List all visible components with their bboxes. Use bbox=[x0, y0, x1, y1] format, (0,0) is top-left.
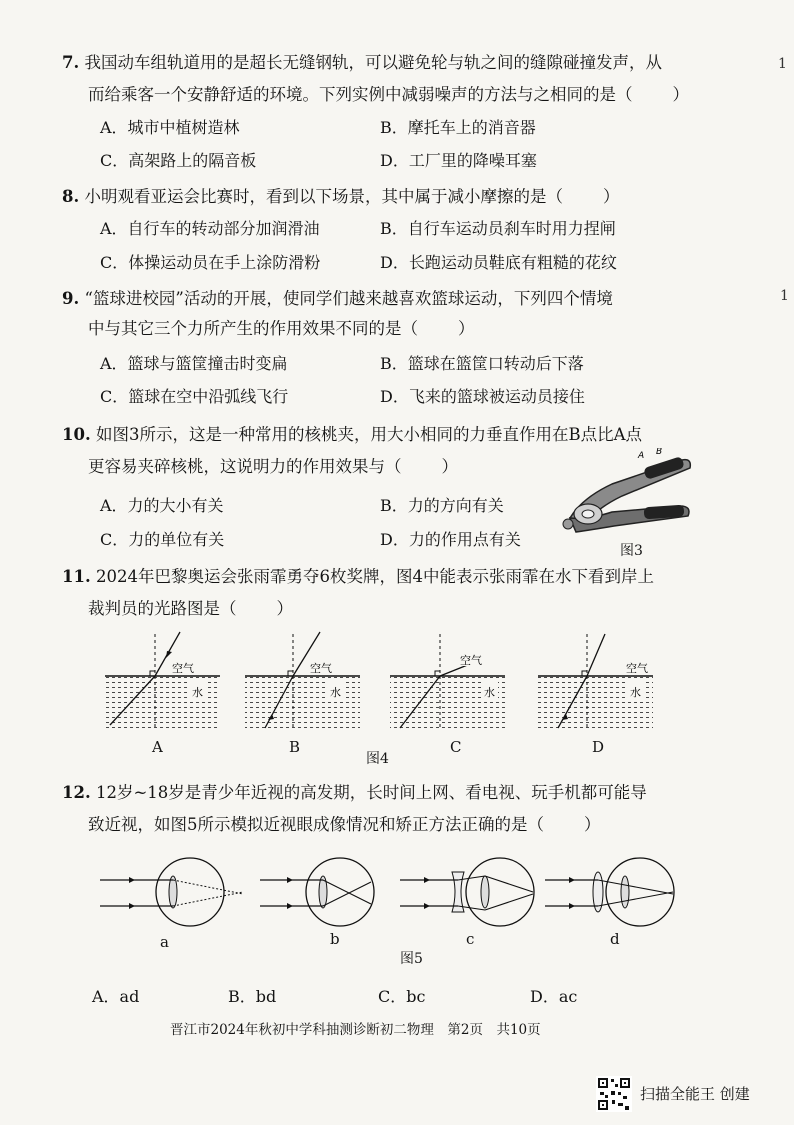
point-b-label: B bbox=[656, 448, 663, 457]
option-c: C．力的单位有关 bbox=[100, 530, 225, 549]
question-10-line2 bbox=[88, 452, 458, 482]
question-11-line2 bbox=[88, 594, 293, 624]
question-text: 2024年巴黎奥运会张雨霏勇夺6枚奖牌，图4中能表示张雨霏在水下看到岸上 bbox=[95, 567, 654, 586]
water-label: 水 bbox=[630, 686, 641, 699]
scanner-brand: 扫描全能王 创建 bbox=[640, 1085, 750, 1103]
eye-diagram-b bbox=[260, 858, 374, 926]
water-label: 水 bbox=[192, 686, 203, 699]
option-a: A．力的大小有关 bbox=[100, 496, 224, 515]
water-label: 水 bbox=[484, 686, 495, 699]
diagram-panel-a bbox=[105, 632, 220, 732]
question-text: 12岁~18岁是青少年近视的高发期，长时间上网、看电视、玩手机都可能导 bbox=[95, 783, 647, 802]
question-11 bbox=[62, 562, 654, 592]
answer-paren: ） bbox=[441, 457, 458, 476]
option-c: C．高架路上的隔音板 bbox=[100, 151, 257, 170]
option-a: A．ad bbox=[92, 987, 140, 1006]
air-label: 空气 bbox=[172, 662, 194, 675]
nutcracker-figure bbox=[552, 448, 702, 548]
option-c: C．篮球在空中沿弧线飞行 bbox=[100, 387, 289, 406]
page-footer: 晋江市2024年秋初中学科抽测诊断初二物理 第2页 共10页 bbox=[170, 1022, 541, 1038]
air-label: 空气 bbox=[460, 654, 482, 667]
panel-label-c: c bbox=[466, 930, 475, 948]
option-c: C．bc bbox=[378, 987, 426, 1006]
option-d: D．工厂里的降噪耳塞 bbox=[380, 151, 537, 170]
panel-label-d: D bbox=[592, 738, 605, 756]
question-text: 我国动车组轨道用的是超长无缝钢轨，可以避免轮与轨之间的缝隙碰撞发声，从 bbox=[84, 53, 662, 72]
figure-3-label: 图3 bbox=[620, 543, 643, 559]
option-a: A．篮球与篮筐撞击时变扁 bbox=[100, 354, 288, 373]
diagram-panel-c bbox=[390, 634, 505, 732]
panel-label-a: A bbox=[152, 738, 163, 756]
option-d: D．长跑运动员鞋底有粗糙的花纹 bbox=[380, 253, 617, 272]
option-a: A．自行车的转动部分加润滑油 bbox=[100, 219, 320, 238]
option-b: B．摩托车上的消音器 bbox=[380, 118, 536, 137]
question-7-line2 bbox=[88, 80, 689, 110]
answer-paren: ） bbox=[602, 187, 620, 206]
panel-label-b: B bbox=[289, 738, 301, 756]
question-text: 如图3所示，这是一种常用的核桃夹，用大小相同的力垂直作用在B点比A点 bbox=[95, 425, 643, 444]
question-9-line2 bbox=[88, 314, 475, 344]
eye-diagram-c bbox=[400, 858, 534, 926]
figure-5-eye-diagrams bbox=[95, 852, 695, 932]
air-label: 空气 bbox=[310, 662, 332, 675]
figure-5-label: 图5 bbox=[400, 951, 423, 967]
question-8 bbox=[62, 182, 619, 212]
margin-mark: 1 bbox=[780, 288, 789, 304]
air-label: 空气 bbox=[626, 662, 648, 675]
option-b: B．bd bbox=[228, 987, 277, 1006]
diagram-panel-b bbox=[245, 632, 360, 732]
panel-label-d: d bbox=[610, 930, 620, 948]
eye-diagram-d bbox=[545, 858, 674, 926]
question-text: “篮球进校园”活动的开展，使同学们越来越喜欢篮球运动，下列四个情境 bbox=[84, 289, 613, 308]
question-12 bbox=[62, 778, 647, 808]
question-number: 11. bbox=[62, 567, 91, 586]
figure-4-refraction-diagrams bbox=[100, 630, 670, 750]
answer-paren: ） bbox=[672, 85, 689, 104]
question-number: 10. bbox=[62, 425, 91, 444]
question-10 bbox=[62, 420, 642, 450]
question-number: 12. bbox=[62, 783, 91, 802]
point-a-label: A bbox=[638, 451, 645, 461]
diagram-panel-d bbox=[538, 634, 664, 732]
option-d: D．ac bbox=[530, 987, 578, 1006]
question-text: 小明观看亚运会比赛时，看到以下场景，其中属于减小摩擦的是（ bbox=[84, 187, 563, 206]
question-12-line2 bbox=[88, 810, 601, 840]
option-c: C．体操运动员在手上涂防滑粉 bbox=[100, 253, 321, 272]
figure-4-label: 图4 bbox=[366, 751, 389, 767]
answer-paren: ） bbox=[458, 319, 475, 338]
answer-paren: ） bbox=[584, 815, 601, 834]
panel-label-a: a bbox=[160, 933, 169, 951]
question-number: 8. bbox=[62, 187, 80, 206]
option-b: B．篮球在篮筐口转动后下落 bbox=[380, 354, 584, 373]
option-d: D．飞来的篮球被运动员接住 bbox=[380, 387, 585, 406]
question-text: 裁判员的光路图是（ bbox=[88, 599, 237, 618]
margin-mark: 1 bbox=[778, 56, 787, 72]
question-text: 而给乘客一个安静舒适的环境。下列实例中减弱噪声的方法与之相同的是（ bbox=[88, 85, 633, 104]
option-a: A．城市中植树造林 bbox=[100, 118, 240, 137]
question-7 bbox=[62, 48, 662, 78]
question-number: 9. bbox=[62, 289, 80, 308]
panel-label-b: b bbox=[330, 930, 340, 948]
answer-paren: ） bbox=[276, 599, 293, 618]
question-text: 致近视，如图5所示模拟近视眼成像情况和矫正方法正确的是（ bbox=[88, 815, 544, 834]
water-label: 水 bbox=[330, 686, 341, 699]
option-b: B．自行车运动员刹车时用力捏闸 bbox=[380, 219, 616, 238]
qr-code-icon bbox=[596, 1076, 632, 1112]
question-text: 更容易夹碎核桃，这说明力的作用效果与（ bbox=[88, 457, 402, 476]
question-text: 中与其它三个力所产生的作用效果不同的是（ bbox=[88, 319, 418, 338]
option-b: B．力的方向有关 bbox=[380, 496, 504, 515]
question-number: 7. bbox=[62, 53, 80, 72]
panel-label-c: C bbox=[450, 738, 462, 756]
eye-diagram-a bbox=[100, 858, 243, 926]
option-d: D．力的作用点有关 bbox=[380, 530, 521, 549]
question-9 bbox=[62, 284, 613, 314]
